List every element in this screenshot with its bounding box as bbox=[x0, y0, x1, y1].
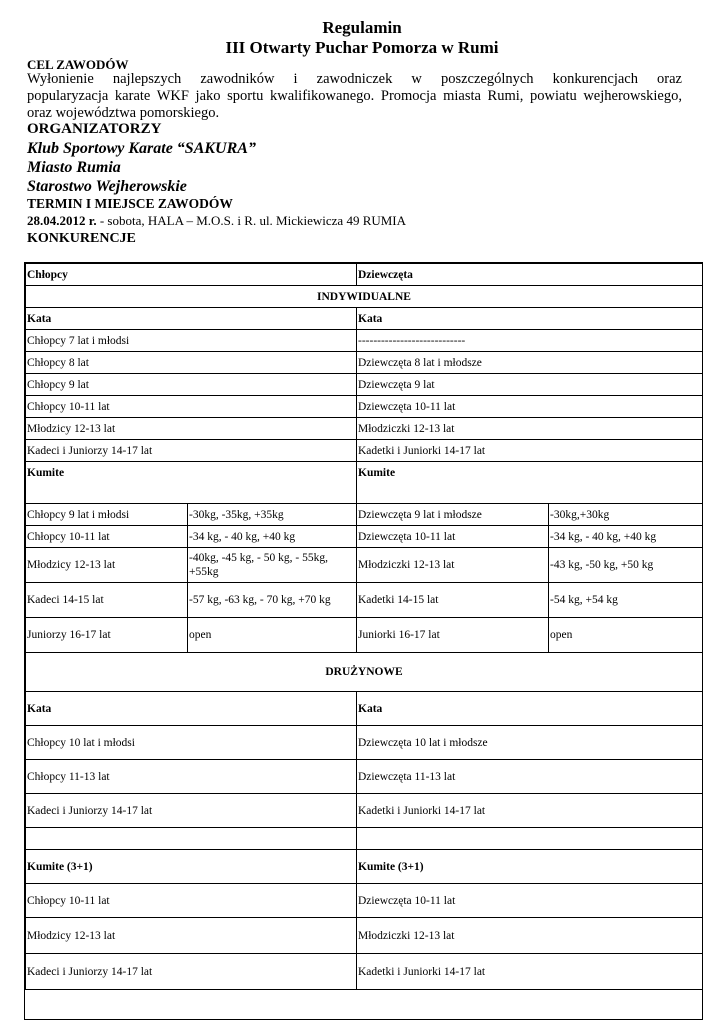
boys-category: Kadeci i Juniorzy 14-17 lat bbox=[26, 794, 357, 828]
girls-column-header: Dziewczęta bbox=[357, 264, 703, 286]
girls-category: Młodziczki 12-13 lat bbox=[357, 918, 703, 954]
table-row bbox=[26, 330, 703, 352]
girls-category: Młodziczki 12-13 lat bbox=[357, 418, 703, 440]
girls-category: Kadetki 14-15 lat bbox=[357, 583, 549, 618]
team-section-row bbox=[26, 653, 703, 692]
kumite-boys-label: Kumite bbox=[26, 462, 357, 504]
organizer-1: Klub Sportowy Karate “SAKURA” bbox=[27, 140, 256, 157]
girls-category: Kadetki i Juniorki 14-17 lat bbox=[357, 794, 703, 828]
girls-weight-classes: -54 kg, +54 kg bbox=[549, 583, 703, 618]
girls-category: Kadetki i Juniorki 14-17 lat bbox=[357, 440, 703, 462]
boys-category: Chłopcy 10 lat i młodsi bbox=[26, 726, 357, 760]
girls-category: Dziewczęta 9 lat bbox=[357, 374, 703, 396]
individual-header: INDYWIDUALNE bbox=[26, 286, 703, 308]
girls-category: Dziewczęta 10-11 lat bbox=[357, 884, 703, 918]
kumite-girls-label: Kumite bbox=[357, 462, 703, 504]
boys-category: Chłopcy 10-11 lat bbox=[26, 884, 357, 918]
table-row bbox=[26, 548, 703, 583]
document-title: Regulamin bbox=[322, 18, 402, 37]
girls-category: Juniorki 16-17 lat bbox=[357, 618, 549, 653]
date-place-heading: TERMIN I MIEJSCE ZAWODÓW bbox=[27, 196, 233, 211]
date-place-line bbox=[27, 212, 406, 229]
table-row bbox=[26, 918, 703, 954]
table-row bbox=[26, 440, 703, 462]
girls-weight-classes: -43 kg, -50 kg, +50 kg bbox=[549, 548, 703, 583]
boys-category: Juniorzy 16-17 lat bbox=[26, 618, 188, 653]
girls-category: ---------------------------- bbox=[357, 330, 703, 352]
table-row bbox=[26, 726, 703, 760]
boys-category: Młodzicy 12-13 lat bbox=[26, 918, 357, 954]
boys-category: Chłopcy 7 lat i młodsi bbox=[26, 330, 357, 352]
document-subtitle: III Otwarty Puchar Pomorza w Rumi bbox=[225, 38, 499, 57]
kumite-header-row bbox=[26, 462, 703, 504]
organizer-3: Starostwo Wejherowskie bbox=[27, 178, 187, 195]
girls-category: Kadetki i Juniorki 14-17 lat bbox=[357, 954, 703, 990]
team-kumite-girls-label: Kumite (3+1) bbox=[357, 850, 703, 884]
table-row bbox=[26, 504, 703, 526]
table-row bbox=[26, 618, 703, 653]
boys-category: Chłopcy 9 lat bbox=[26, 374, 357, 396]
kata-header-row bbox=[26, 308, 703, 330]
organizer-2: Miasto Rumia bbox=[27, 159, 121, 176]
individual-section-row bbox=[26, 286, 703, 308]
boys-category: Chłopcy 11-13 lat bbox=[26, 760, 357, 794]
team-kumite-header-row bbox=[26, 850, 703, 884]
girls-weight-classes: open bbox=[549, 618, 703, 653]
boys-weight-classes: -40kg, -45 kg, - 50 kg, - 55kg, +55kg bbox=[188, 548, 357, 583]
boys-column-header: Chłopcy bbox=[26, 264, 357, 286]
boys-category: Kadeci 14-15 lat bbox=[26, 583, 188, 618]
team-kata-girls-label: Kata bbox=[357, 692, 703, 726]
kata-girls-label: Kata bbox=[357, 308, 703, 330]
boys-category: Młodzicy 12-13 lat bbox=[26, 418, 357, 440]
team-header: DRUŻYNOWE bbox=[26, 653, 703, 692]
competitions-table bbox=[25, 263, 703, 990]
table-row bbox=[26, 884, 703, 918]
table-row bbox=[26, 418, 703, 440]
goal-heading: CEL ZAWODÓW bbox=[27, 57, 129, 72]
goal-line-3: oraz województwa pomorskiego. bbox=[27, 105, 220, 121]
boys-category: Kadeci i Juniorzy 14-17 lat bbox=[26, 954, 357, 990]
girls-category: Młodziczki 12-13 lat bbox=[357, 548, 549, 583]
kata-boys-label: Kata bbox=[26, 308, 357, 330]
girls-category: Dziewczęta 11-13 lat bbox=[357, 760, 703, 794]
boys-weight-classes: -57 kg, -63 kg, - 70 kg, +70 kg bbox=[188, 583, 357, 618]
table-row bbox=[26, 760, 703, 794]
table-row bbox=[26, 374, 703, 396]
table-row bbox=[26, 794, 703, 828]
table-row bbox=[26, 954, 703, 990]
boys-category: Chłopcy 8 lat bbox=[26, 352, 357, 374]
boys-category: Młodzicy 12-13 lat bbox=[26, 548, 188, 583]
boys-weight-classes: -30kg, -35kg, +35kg bbox=[188, 504, 357, 526]
organizers-heading: ORGANIZATORZY bbox=[27, 121, 162, 137]
goal-line-2: popularyzacja karate WKF jako sportu kwalifikowanego. Promocja miasta Rumi, powiatu wejherowskiego, bbox=[27, 88, 682, 104]
table-row bbox=[26, 352, 703, 374]
empty-cell bbox=[357, 828, 703, 850]
team-kata-header-row bbox=[26, 692, 703, 726]
girls-weight-classes: -34 kg, - 40 kg, +40 kg bbox=[549, 526, 703, 548]
boys-category: Chłopcy 10-11 lat bbox=[26, 526, 188, 548]
event-place: - sobota, HALA – M.O.S. i R. ul. Mickiewicza 49 RUMIA bbox=[96, 213, 407, 228]
boys-category: Chłopcy 9 lat i młodsi bbox=[26, 504, 188, 526]
team-kumite-boys-label: Kumite (3+1) bbox=[26, 850, 357, 884]
event-date: 28.04.2012 r. bbox=[27, 213, 97, 228]
table-row-empty bbox=[26, 828, 703, 850]
table-row bbox=[26, 583, 703, 618]
team-kata-boys-label: Kata bbox=[26, 692, 357, 726]
boys-weight-classes: -34 kg, - 40 kg, +40 kg bbox=[188, 526, 357, 548]
empty-cell bbox=[26, 828, 357, 850]
girls-weight-classes: -30kg,+30kg bbox=[549, 504, 703, 526]
goal-line-1: Wyłonienie najlepszych zawodników i zawodniczek w poszczególnych konkurencjach oraz bbox=[27, 71, 682, 87]
boys-weight-classes: open bbox=[188, 618, 357, 653]
girls-category: Dziewczęta 10-11 lat bbox=[357, 526, 549, 548]
boys-category: Kadeci i Juniorzy 14-17 lat bbox=[26, 440, 357, 462]
competitions-heading: KONKURENCJE bbox=[27, 231, 136, 246]
table-row bbox=[26, 396, 703, 418]
table-header-row bbox=[26, 264, 703, 286]
girls-category: Dziewczęta 10 lat i młodsze bbox=[357, 726, 703, 760]
girls-category: Dziewczęta 9 lat i młodsze bbox=[357, 504, 549, 526]
boys-category: Chłopcy 10-11 lat bbox=[26, 396, 357, 418]
girls-category: Dziewczęta 10-11 lat bbox=[357, 396, 703, 418]
girls-category: Dziewczęta 8 lat i młodsze bbox=[357, 352, 703, 374]
table-row bbox=[26, 526, 703, 548]
